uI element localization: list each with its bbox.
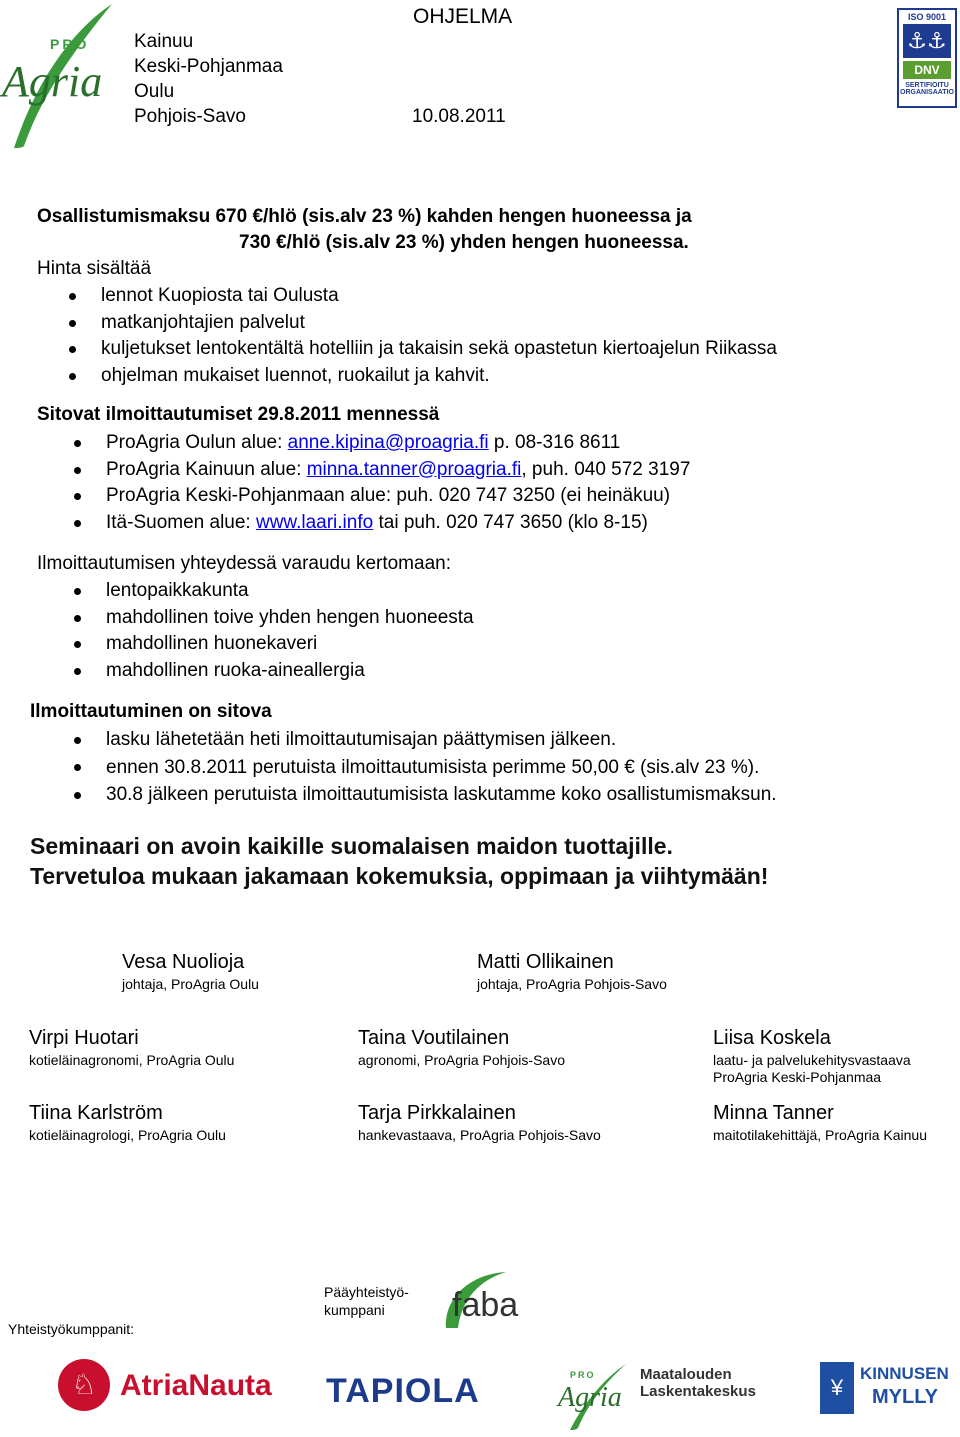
logo-pro: PRO [570,1370,596,1380]
cert-line2: ORGANISAATIO [900,89,954,96]
region-oulu: Oulu [134,81,175,102]
cert-line1: SERTIFIOITU [905,82,949,89]
region-keski-pohjanmaa: Keski-Pohjanmaa [134,56,283,77]
includes-list [101,283,777,389]
list-item: ohjelman mukaiset luennot, ruokailut ja kahvit. [101,363,777,390]
signatory-role: johtaja, ProAgria Pohjois-Savo [477,976,667,992]
signatory-role: maitotilakehittäjä, ProAgria Kainuu [713,1127,928,1143]
signatory-name: Tarja Pirkkalainen [358,1102,516,1124]
iso-certification-badge [897,8,957,108]
signatory-name: Liisa Koskela [713,1027,831,1049]
includes-heading: Hinta sisältää [37,258,152,279]
signatory-role: laatu- ja palvelukehitysvastaava [713,1052,911,1068]
closing-line-2: Tervetuloa mukaan jakamaan kokemuksia, oppimaan ja viihtymään! [30,863,769,889]
list-item: mahdollinen ruoka-aineallergia [106,658,474,685]
wheat-icon: ¥ [820,1362,854,1414]
signatory-name: Vesa Nuolioja [122,951,245,973]
contact-ita-suomi: Itä-Suomen alue: www.laari.info tai puh. 020 747 3650 (klo 8-15) [106,510,690,537]
contact-keski-pohjanmaa: ProAgria Keski-Pohjanmaan alue: puh. 020 747 3250 (ei heinäkuu) [106,483,690,510]
signatory-role: kotieläinagronomi, ProAgria Oulu [29,1052,235,1068]
closing-line-1: Seminaari on avoin kaikille suomalaisen maidon tuottajille. [30,833,673,859]
faba-logo [440,1268,530,1340]
faba-text: faba [452,1286,519,1324]
signatory-name: Virpi Huotari [29,1027,139,1049]
inform-heading: Ilmoittautumisen yhteydessä varaudu kertomaan: [37,553,451,574]
signatory-name: Tiina Karlström [29,1102,163,1124]
proagria-logo [0,0,120,150]
region-kainuu: Kainuu [134,31,194,52]
document-date: 10.08.2011 [412,106,506,127]
logo-agria: Agria [2,57,103,106]
kinnusen-mylly-logo [820,1360,960,1420]
list-item: matkanjohtajien palvelut [101,310,777,337]
kinnusen-text: KINNUSEN [860,1364,949,1383]
signatory-role: agronomi, ProAgria Pohjois-Savo [358,1052,565,1068]
logo-agria: Agria [558,1382,622,1413]
signatory-role: hankevastaava, ProAgria Pohjois-Savo [358,1127,601,1143]
main-partner-label: Pääyhteistyö- kumppani [324,1284,409,1318]
cert-top: ISO 9001 [907,12,947,22]
registration-heading: Sitovat ilmoittautumiset 29.8.2011 mennessä [37,404,440,425]
signatory-name: Matti Ollikainen [477,951,614,973]
partners-label: Yhteistyökumppanit: [8,1321,135,1337]
email-link[interactable]: anne.kipina@proagria.fi [287,432,489,453]
list-item: mahdollinen toive yhden hengen huoneesta [106,605,474,632]
contact-kainuu: ProAgria Kainuun alue: minna.tanner@proagria.fi, puh. 040 572 3197 [106,457,690,484]
mylly-text: MYLLY [872,1386,938,1408]
maatalouden-line1: Maatalouden [640,1366,732,1383]
contact-oulu: ProAgria Oulun alue: anne.kipina@proagria.fi p. 08-316 8611 [106,430,690,457]
signatory-role: kotieläinagrologi, ProAgria Oulu [29,1127,226,1143]
proagria-partner-logo [556,1362,636,1432]
list-item: lasku lähetetään heti ilmoittautumisajan päättymisen jälkeen. [106,726,777,754]
dnv-mark: DNV [903,61,951,79]
list-item: kuljetukset lentokentältä hotelliin ja takaisin sekä opastetun kiertoajelun Riikassa [101,336,777,363]
email-link[interactable]: minna.tanner@proagria.fi [306,458,522,480]
fee-line-1: Osallistumismaksu 670 €/hlö (sis.alv 23 %) kahden hengen huoneessa ja [37,206,692,227]
anchor-icon: ⚓⚓ [903,24,951,58]
region-pohjois-savo: Pohjois-Savo [134,106,246,127]
signatory-name: Taina Voutilainen [358,1027,510,1049]
list-item: lentopaikkakunta [106,578,474,605]
atria-nauta-logo [58,1355,272,1415]
list-item: 30.8 jälkeen perutuista ilmoittautumisista laskutamme koko osallistumismaksun. [106,781,777,809]
inform-list [106,578,474,684]
list-item: ennen 30.8.2011 perutuista ilmoittautumisista perimme 50,00 € (sis.alv 23 %). [106,754,777,782]
signatory-role: johtaja, ProAgria Oulu [122,976,259,992]
binding-list [106,726,777,809]
cow-icon: ♘ [58,1359,110,1411]
page-title: OHJELMA [413,5,513,28]
atria-text: AtriaNauta [120,1369,272,1402]
fee-line-2: 730 €/hlö (sis.alv 23 %) yhden hengen huoneessa. [239,232,689,253]
tapiola-logo: TAPIOLA [326,1372,480,1410]
binding-heading: Ilmoittautuminen on sitova [30,701,272,722]
list-item: lennot Kuopiosta tai Oulusta [101,283,777,310]
maatalouden-line2: Laskentakeskus [640,1383,756,1400]
maatalouden-logo [640,1366,756,1400]
signatory-name: Minna Tanner [713,1102,834,1124]
logo-pro: PRO [50,36,90,52]
list-item: mahdollinen huonekaveri [106,631,474,658]
contacts-list [106,430,690,536]
signatory-role: ProAgria Keski-Pohjanmaa [713,1069,882,1085]
web-link[interactable]: www.laari.info [255,511,374,533]
